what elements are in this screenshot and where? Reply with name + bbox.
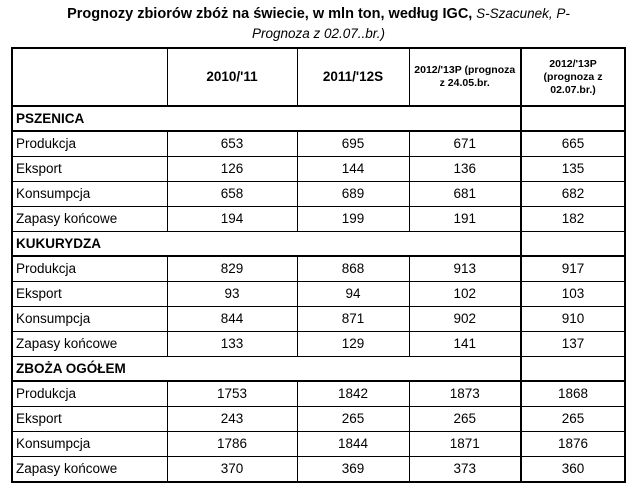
value-cell: 917 [521, 256, 625, 282]
value-cell: 191 [409, 207, 521, 232]
table-row [12, 381, 625, 407]
table-row [12, 457, 625, 483]
table-row [12, 207, 625, 232]
value-cell: 243 [167, 407, 297, 432]
value-cell: 265 [297, 407, 409, 432]
row-label: Zapasy końcowe [12, 457, 167, 483]
table-row [12, 157, 625, 182]
header-cell-empty [12, 48, 167, 106]
row-label: Eksport [12, 282, 167, 307]
harvest-forecast-table [11, 47, 626, 483]
value-cell: 137 [521, 332, 625, 357]
value-cell: 265 [521, 407, 625, 432]
value-cell: 135 [521, 157, 625, 182]
value-cell: 369 [297, 457, 409, 483]
value-cell: 126 [167, 157, 297, 182]
row-label: Zapasy końcowe [12, 332, 167, 357]
table-row [12, 332, 625, 357]
value-cell: 695 [297, 131, 409, 157]
section-title: KUKURYDZA [12, 232, 521, 257]
row-label: Konsumpcja [12, 182, 167, 207]
value-cell: 1876 [521, 432, 625, 457]
section-empty-cell [521, 106, 625, 131]
title-note-part1: S-Szacunek, P- [472, 6, 570, 21]
row-label: Eksport [12, 407, 167, 432]
value-cell: 103 [521, 282, 625, 307]
row-label: Produkcja [12, 381, 167, 407]
table-row [12, 182, 625, 207]
value-cell: 653 [167, 131, 297, 157]
header-row [12, 48, 625, 106]
value-cell: 1753 [167, 381, 297, 407]
row-label: Zapasy końcowe [12, 207, 167, 232]
title-main: Prognozy zbiorów zbóż na świecie, w mln ton, według IGC, [67, 6, 473, 22]
value-cell: 94 [297, 282, 409, 307]
table-row [12, 282, 625, 307]
value-cell: 102 [409, 282, 521, 307]
value-cell: 1871 [409, 432, 521, 457]
section-row [12, 357, 625, 382]
table-row [12, 407, 625, 432]
header-cell-2010-11: 2010/'11 [167, 48, 297, 106]
value-cell: 1868 [521, 381, 625, 407]
row-label: Produkcja [12, 256, 167, 282]
header-cell-2011-12s: 2011/'12S [297, 48, 409, 106]
value-cell: 1786 [167, 432, 297, 457]
value-cell: 682 [521, 182, 625, 207]
row-label: Konsumpcja [12, 432, 167, 457]
value-cell: 373 [409, 457, 521, 483]
value-cell: 199 [297, 207, 409, 232]
page-title [0, 4, 637, 43]
value-cell: 129 [297, 332, 409, 357]
value-cell: 658 [167, 182, 297, 207]
value-cell: 141 [409, 332, 521, 357]
table-row [12, 131, 625, 157]
value-cell: 1873 [409, 381, 521, 407]
table-row [12, 256, 625, 282]
section-title: PSZENICA [12, 106, 521, 131]
title-note-part2: Prognoza z 02.07..br.) [251, 26, 386, 41]
section-title: ZBOŻA OGÓŁEM [12, 357, 521, 382]
value-cell: 93 [167, 282, 297, 307]
value-cell: 871 [297, 307, 409, 332]
value-cell: 913 [409, 256, 521, 282]
title-line-1 [0, 4, 637, 24]
value-cell: 1844 [297, 432, 409, 457]
value-cell: 1842 [297, 381, 409, 407]
value-cell: 844 [167, 307, 297, 332]
value-cell: 265 [409, 407, 521, 432]
value-cell: 136 [409, 157, 521, 182]
table-row [12, 307, 625, 332]
header-cell-2012-13p-july: 2012/'13P (prognoza z 02.07.br.) [521, 48, 625, 106]
table-row [12, 432, 625, 457]
value-cell: 370 [167, 457, 297, 483]
value-cell: 144 [297, 157, 409, 182]
section-empty-cell [521, 232, 625, 257]
value-cell: 665 [521, 131, 625, 157]
value-cell: 902 [409, 307, 521, 332]
value-cell: 360 [521, 457, 625, 483]
value-cell: 829 [167, 256, 297, 282]
value-cell: 681 [409, 182, 521, 207]
row-label: Produkcja [12, 131, 167, 157]
value-cell: 182 [521, 207, 625, 232]
header-cell-2012-13p-may: 2012/'13P (prognoza z 24.05.br. [409, 48, 521, 106]
value-cell: 910 [521, 307, 625, 332]
row-label: Eksport [12, 157, 167, 182]
section-empty-cell [521, 357, 625, 382]
section-row [12, 106, 625, 131]
value-cell: 194 [167, 207, 297, 232]
value-cell: 689 [297, 182, 409, 207]
value-cell: 671 [409, 131, 521, 157]
value-cell: 868 [297, 256, 409, 282]
row-label: Konsumpcja [12, 307, 167, 332]
section-row [12, 232, 625, 257]
value-cell: 133 [167, 332, 297, 357]
